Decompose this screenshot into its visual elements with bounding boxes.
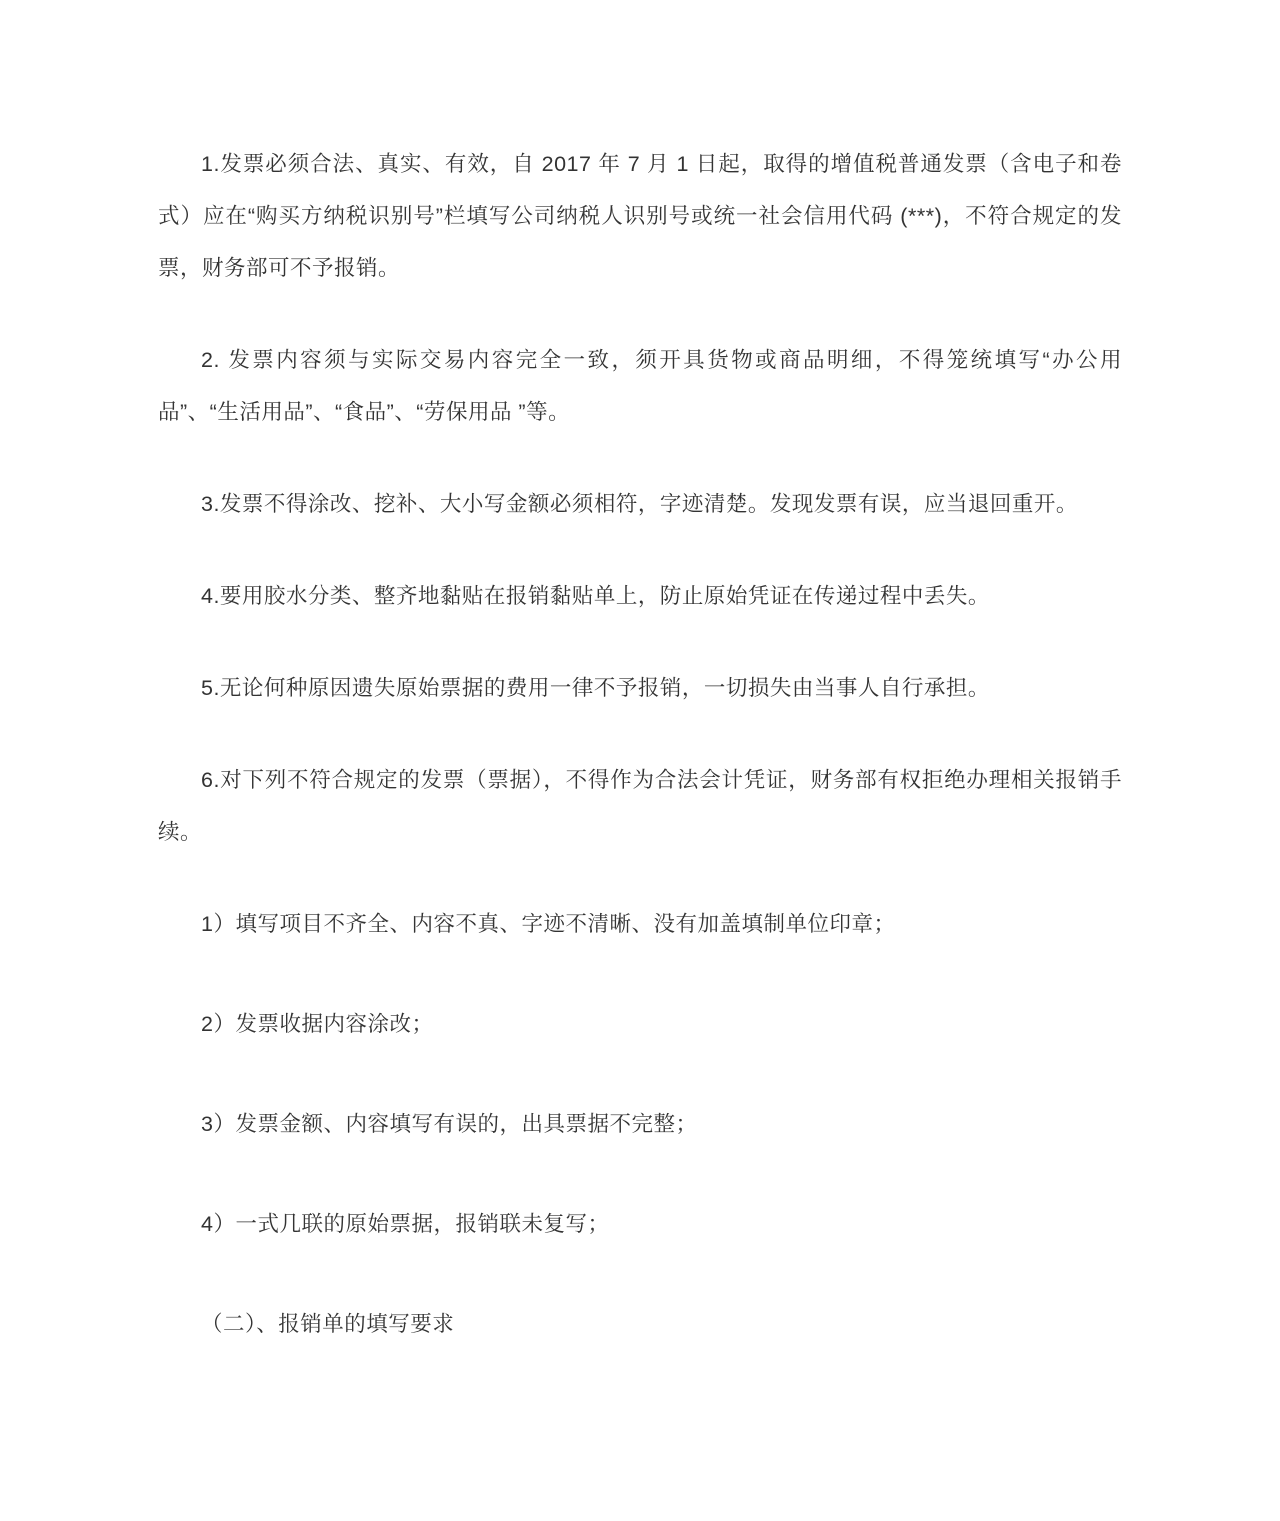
paragraph-rule-1: 1.发票必须合法、真实、有效，自 2017 年 7 月 1 日起，取得的增值税普通发票（含电子和卷式）应在“购买方纳税识别号”栏填写公司纳税人识别号或统一社会信用代码 (***)，不符合规定的发票，财务部可不予报销。 xyxy=(158,152,1122,280)
paragraph-rule-6: 6.对下列不符合规定的发票（票据），不得作为合法会计凭证，财务部有权拒绝办理相关报销手续。 xyxy=(158,768,1122,844)
paragraph-subitem-3: 3）发票金额、内容填写有误的，出具票据不完整； xyxy=(201,1112,698,1136)
paragraph-rule-2: 2. 发票内容须与实际交易内容完全一致，须开具货物或商品明细，不得笼统填写“办公用品”、“生活用品”、“食品”、“劳保用品 ”等。 xyxy=(158,348,1122,424)
paragraph-subitem-4: 4）一式几联的原始票据，报销联未复写； xyxy=(201,1212,610,1236)
paragraph-rule-3: 3.发票不得涂改、挖补、大小写金额必须相符，字迹清楚。发现发票有误，应当退回重开。 xyxy=(201,492,1078,516)
section-heading-reimbursement-form: （二）、报销单的填写要求 xyxy=(201,1312,455,1336)
paragraph-rule-4: 4.要用胶水分类、整齐地黏贴在报销黏贴单上，防止原始凭证在传递过程中丢失。 xyxy=(201,584,990,608)
paragraph-rule-5: 5.无论何种原因遗失原始票据的费用一律不予报销，一切损失由当事人自行承担。 xyxy=(201,676,990,700)
paragraph-subitem-2: 2）发票收据内容涂改； xyxy=(201,1012,434,1036)
paragraph-subitem-1: 1）填写项目不齐全、内容不真、字迹不清晰、没有加盖填制单位印章； xyxy=(201,912,896,936)
document-body xyxy=(158,138,1122,1350)
